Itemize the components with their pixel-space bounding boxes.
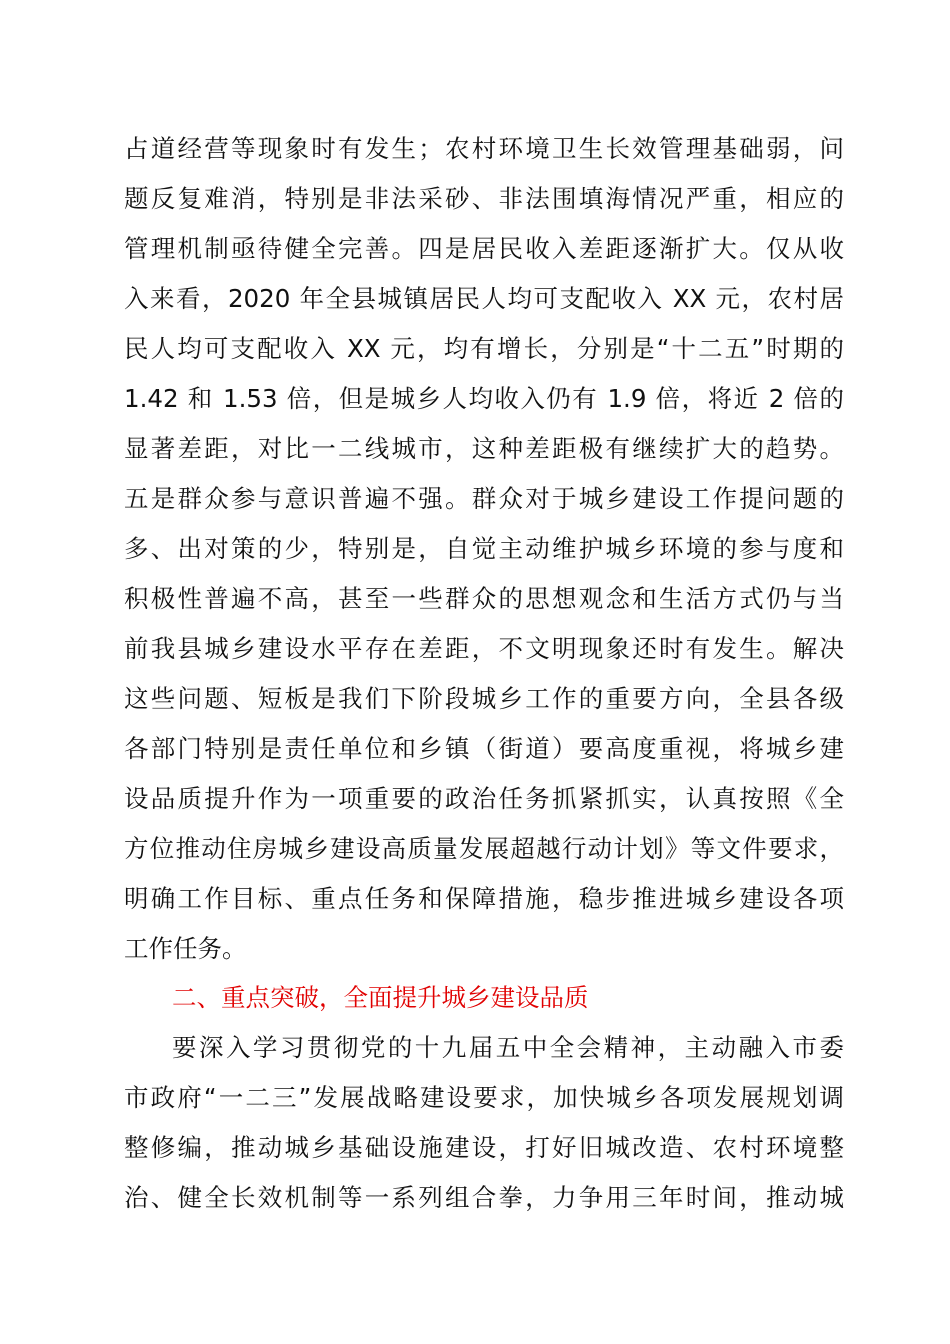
body-text-line: 明确工作目标、重点任务和保障措施，稳步推进城乡建设各项: [124, 884, 844, 913]
section-heading: 二、重点突破，全面提升城乡建设品质: [172, 983, 589, 1012]
body-text-line: 占道经营等现象时有发生；农村环境卫生长效管理基础弱，问: [124, 134, 844, 163]
body-text-line: 市政府“一二三”发展战略建设要求，加快城乡各项发展规划调: [124, 1083, 844, 1112]
body-text-line: 管理机制亟待健全完善。四是居民收入差距逐渐扩大。仅从收: [124, 234, 844, 263]
body-text-line: 要深入学习贯彻党的十九届五中全会精神，主动融入市委: [172, 1033, 844, 1062]
body-text-line: 方位推动住房城乡建设高质量发展超越行动计划》等文件要求，: [124, 834, 844, 863]
body-text-line: 前我县城乡建设水平存在差距，不文明现象还时有发生。解决: [124, 634, 844, 663]
body-text-line: 整修编，推动城乡基础设施建设，打好旧城改造、农村环境整: [124, 1133, 844, 1162]
body-text-line: 治、健全长效机制等一系列组合拳，力争用三年时间，推动城: [124, 1183, 844, 1212]
body-text-line: 入来看，2020 年全县城镇居民人均可支配收入 XX 元，农村居: [124, 284, 844, 313]
body-text-line: 五是群众参与意识普遍不强。群众对于城乡建设工作提问题的: [124, 484, 844, 513]
body-text-line: 各部门特别是责任单位和乡镇（街道）要高度重视，将城乡建: [124, 734, 844, 763]
body-text-line: 多、出对策的少，特别是，自觉主动维护城乡环境的参与度和: [124, 534, 844, 563]
body-text-line: 题反复难消，特别是非法采砂、非法围填海情况严重，相应的: [124, 184, 844, 213]
body-text-line: 民人均可支配收入 XX 元，均有增长，分别是“十二五”时期的: [124, 334, 844, 363]
body-text-line: 积极性普遍不高，甚至一些群众的思想观念和生活方式仍与当: [124, 584, 844, 613]
body-text-line: 1.42 和 1.53 倍，但是城乡人均收入仍有 1.9 倍，将近 2 倍的: [124, 384, 844, 413]
body-text-line: 显著差距，对比一二线城市，这种差距极有继续扩大的趋势。: [124, 434, 844, 463]
body-text-line: 设品质提升作为一项重要的政治任务抓紧抓实，认真按照《全: [124, 784, 844, 813]
body-text-line: 这些问题、短板是我们下阶段城乡工作的重要方向，全县各级: [124, 684, 844, 713]
body-text-line: 工作任务。: [124, 934, 247, 963]
